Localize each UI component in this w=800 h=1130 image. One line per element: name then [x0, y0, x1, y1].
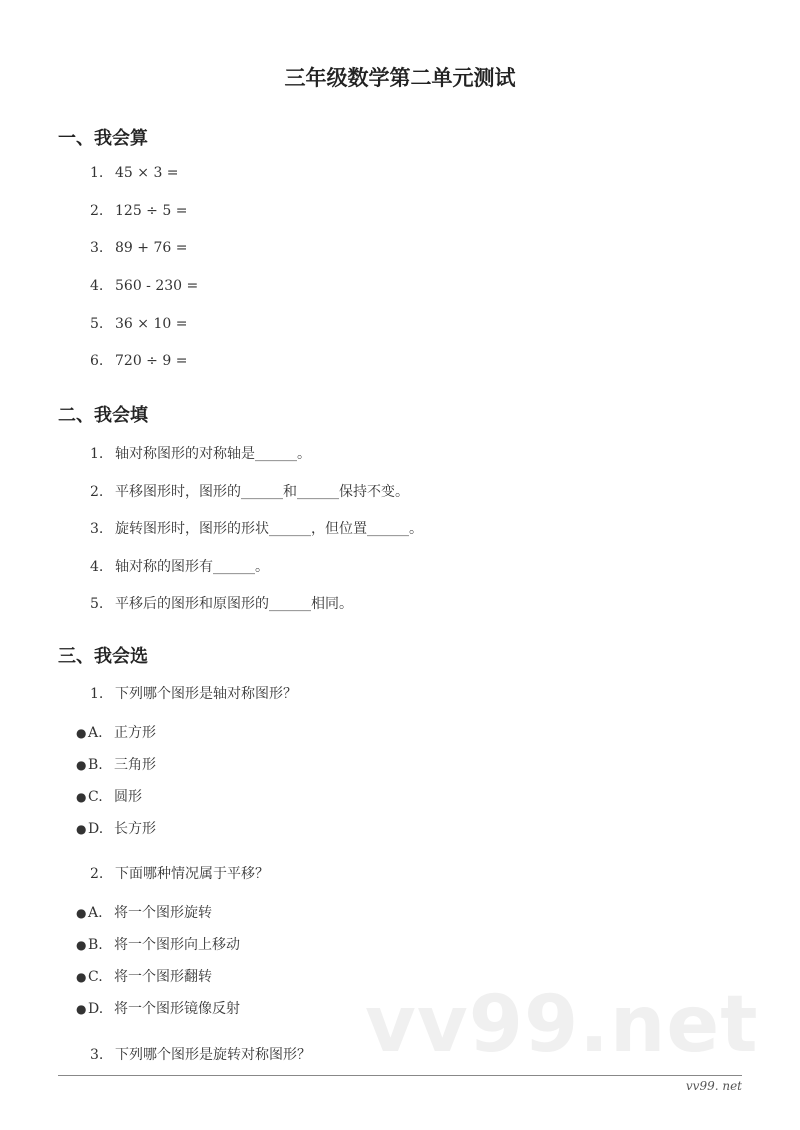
- question-text: 下列哪个图形是轴对称图形？: [115, 686, 297, 702]
- question-text: 下面哪种情况属于平移？: [115, 866, 269, 882]
- choice-question: [90, 863, 269, 883]
- choice-question: [90, 1044, 311, 1064]
- item-text: 平移图形时，图形的______和______保持不变。: [115, 484, 409, 500]
- bullet-icon: ●: [76, 726, 87, 740]
- choice-option: [76, 902, 212, 922]
- item-number: 5.: [90, 596, 104, 612]
- choice-option: [76, 818, 156, 838]
- bullet-icon: ●: [76, 906, 87, 920]
- fill-item: [90, 443, 311, 463]
- calc-item: [90, 316, 187, 332]
- item-text: 560 - 230 =: [115, 278, 199, 294]
- option-text: 将一个图形旋转: [114, 905, 212, 921]
- item-text: 45 × 3 =: [115, 165, 179, 181]
- option-letter: B.: [88, 937, 103, 953]
- fill-item: [90, 593, 353, 613]
- item-number: 1.: [90, 446, 104, 462]
- item-text: 轴对称的图形有______。: [115, 559, 269, 575]
- item-number: 4.: [90, 278, 104, 294]
- question-text: 下列哪个图形是旋转对称图形？: [115, 1047, 311, 1063]
- footer-site-label: vv99. net: [685, 1079, 742, 1093]
- option-text: 三角形: [114, 757, 156, 773]
- page-title: 三年级数学第二单元测试: [284, 65, 516, 90]
- item-number: 6.: [90, 353, 104, 369]
- item-number: 3.: [90, 521, 104, 537]
- option-text: 正方形: [114, 725, 156, 741]
- option-text: 将一个图形翻转: [114, 969, 212, 985]
- item-number: 1.: [90, 165, 104, 181]
- calc-item: [90, 203, 187, 219]
- section-heading-calculate: 一、我会算: [58, 128, 148, 149]
- watermark: vv99.net: [365, 980, 759, 1070]
- choice-option: [76, 966, 212, 986]
- bullet-icon: ●: [76, 970, 87, 984]
- bullet-icon: ●: [76, 1002, 87, 1016]
- option-text: 圆形: [114, 789, 142, 805]
- option-text: 将一个图形向上移动: [114, 937, 240, 953]
- item-number: 5.: [90, 316, 104, 332]
- option-letter: D.: [88, 1001, 104, 1017]
- section-heading-choose: 三、我会选: [58, 646, 148, 667]
- fill-item: [90, 518, 423, 538]
- choice-option: [76, 722, 156, 742]
- bullet-icon: ●: [76, 758, 87, 772]
- bullet-icon: ●: [76, 822, 87, 836]
- option-letter: C.: [88, 789, 103, 805]
- footer-divider: [58, 1075, 742, 1076]
- item-text: 轴对称图形的对称轴是______。: [115, 446, 311, 462]
- calc-item: [90, 278, 198, 294]
- option-letter: B.: [88, 757, 103, 773]
- option-text: 将一个图形镜像反射: [114, 1001, 240, 1017]
- section-heading-fill: 二、我会填: [58, 405, 148, 426]
- item-number: 4.: [90, 559, 104, 575]
- option-text: 长方形: [114, 821, 156, 837]
- choice-question: [90, 683, 297, 703]
- item-text: 旋转图形时，图形的形状______，但位置______。: [115, 521, 423, 537]
- calc-item: [90, 240, 187, 256]
- fill-item: [90, 481, 409, 501]
- question-number: 3.: [90, 1047, 104, 1063]
- calc-item: [90, 353, 187, 369]
- choice-option: [76, 754, 156, 774]
- option-letter: D.: [88, 821, 104, 837]
- item-text: 720 ÷ 9 =: [115, 353, 188, 369]
- item-text: 125 ÷ 5 =: [115, 203, 188, 219]
- option-letter: A.: [88, 905, 103, 921]
- option-letter: A.: [88, 725, 103, 741]
- choice-option: [76, 786, 142, 806]
- option-letter: C.: [88, 969, 103, 985]
- question-number: 1.: [90, 686, 104, 702]
- item-text: 89 + 76 =: [115, 240, 188, 256]
- fill-item: [90, 556, 269, 576]
- item-text: 36 × 10 =: [115, 316, 188, 332]
- item-number: 3.: [90, 240, 104, 256]
- bullet-icon: ●: [76, 938, 87, 952]
- choice-option: [76, 934, 240, 954]
- bullet-icon: ●: [76, 790, 87, 804]
- choice-option: [76, 998, 240, 1018]
- calc-item: [90, 165, 179, 181]
- item-number: 2.: [90, 203, 104, 219]
- item-text: 平移后的图形和原图形的______相同。: [115, 596, 353, 612]
- item-number: 2.: [90, 484, 104, 500]
- question-number: 2.: [90, 866, 104, 882]
